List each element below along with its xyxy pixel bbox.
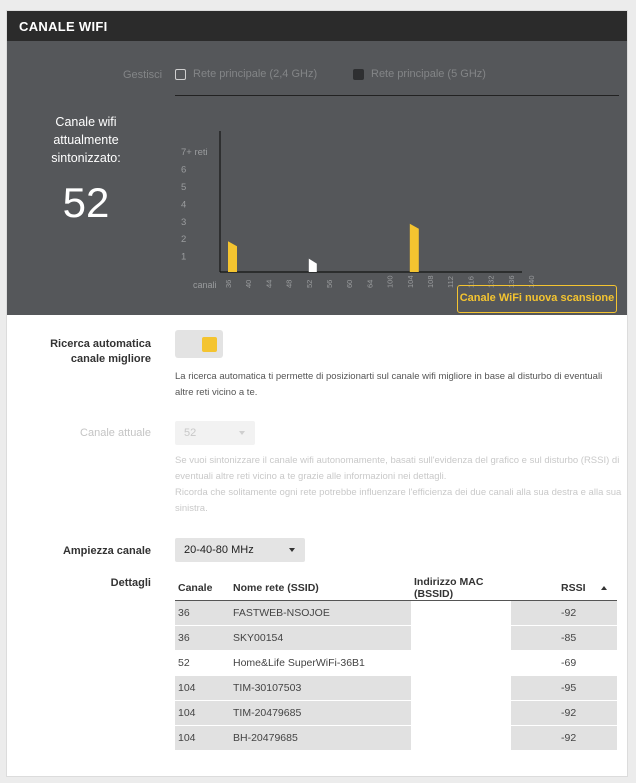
network-bar <box>228 241 237 272</box>
y-tick-label: 6 <box>181 164 187 176</box>
x-tick-label: 36 <box>224 279 233 288</box>
channel-description-1: Se vuoi sintonizzare il canale wifi autonomamente, basati sull'evidenza del grafico e sul disturbo (RSSI) di eventuali altre reti vicino a te grazie alle informazioni nei dettagli. <box>175 455 620 482</box>
x-tick-label: 52 <box>304 279 314 288</box>
x-tick-label: 40 <box>244 279 254 288</box>
table-row <box>175 726 617 751</box>
current-channel-bar <box>309 259 317 272</box>
column-header-rssi[interactable] <box>511 576 617 601</box>
cell-bssid <box>411 601 511 626</box>
x-tick-label: 112 <box>446 276 456 288</box>
x-axis-label: canali <box>193 280 217 290</box>
manage-label: Gestisci <box>123 69 163 81</box>
band-24-option[interactable] <box>175 68 317 80</box>
x-tick-label: 64 <box>365 279 375 288</box>
toggle-knob <box>202 337 217 352</box>
cell-channel: 52 <box>175 651 230 676</box>
card-title: CANALE WIFI <box>19 19 108 34</box>
band-24-checkbox[interactable] <box>175 69 186 80</box>
channel-width-label: Ampiezza canale <box>62 545 151 557</box>
cell-rssi: -92 <box>511 601 617 626</box>
current-channel-value: 52 <box>62 179 110 226</box>
auto-search-description: La ricerca automatica ti permette di posizionarti sul canale wifi migliore in base al disturbo di eventuali altre reti vicino a te. <box>175 371 603 398</box>
y-tick-label: 3 <box>181 216 187 228</box>
y-tick-label: 1 <box>181 251 187 263</box>
card-header <box>7 11 627 41</box>
cell-bssid <box>411 676 511 701</box>
rssi-header-label: RSSI <box>561 582 586 594</box>
divider <box>175 95 619 96</box>
auto-search-toggle[interactable] <box>175 330 223 358</box>
x-tick-label: 100 <box>385 275 395 288</box>
table-row <box>175 601 617 626</box>
channel-chart-svg <box>167 121 536 290</box>
y-tick-label: 7+ reti <box>181 147 208 159</box>
cell-ssid: FASTWEB-NSOJOE <box>230 601 411 626</box>
chevron-down-icon <box>239 431 245 435</box>
wifi-channel-card <box>6 10 628 777</box>
table-row <box>175 676 617 701</box>
y-tick-label: 2 <box>181 234 187 246</box>
x-tick-label: 132 <box>486 275 496 288</box>
table-row <box>175 626 617 651</box>
channel-description-2: Ricorda che solitamente ogni rete potrebbe influenzare l'efficienza dei due canali alla sua destra e alla sua sinistra. <box>175 487 622 514</box>
current-channel-field-label: Canale attuale <box>80 427 151 439</box>
x-tick-label: 56 <box>325 279 334 288</box>
networks-table <box>175 576 617 751</box>
new-scan-button[interactable]: Canale WiFi nuova scansione <box>457 285 617 313</box>
network-bar <box>410 224 419 272</box>
cell-channel: 36 <box>175 601 230 626</box>
band-24-label: Rete principale (2,4 GHz) <box>193 68 318 80</box>
cell-channel: 36 <box>175 626 230 651</box>
table-row <box>175 651 617 676</box>
band-5-checkbox[interactable] <box>353 69 364 80</box>
cell-ssid: SKY00154 <box>230 626 411 651</box>
cell-ssid: TIM-30107503 <box>230 676 411 701</box>
band-5-option[interactable] <box>353 68 486 80</box>
cell-bssid <box>411 726 511 751</box>
cell-rssi: -95 <box>511 676 617 701</box>
cell-rssi: -69 <box>511 651 617 676</box>
cell-bssid <box>411 626 511 651</box>
cell-channel: 104 <box>175 676 230 701</box>
x-tick-label: 104 <box>405 275 415 288</box>
x-tick-label: 116 <box>466 276 476 288</box>
column-header-channel[interactable]: Canale <box>175 576 230 601</box>
channel-panel <box>7 41 627 315</box>
y-tick-label: 4 <box>181 199 187 211</box>
channel-select-value: 52 <box>184 427 197 439</box>
y-tick-label: 5 <box>181 182 187 193</box>
cell-rssi: -92 <box>511 701 617 726</box>
cell-bssid <box>411 701 511 726</box>
x-tick-label: 60 <box>345 279 355 288</box>
cell-ssid: Home&Life SuperWiFi-36B1 <box>230 651 411 676</box>
channel-chart <box>167 121 536 290</box>
chevron-down-icon <box>289 548 295 552</box>
x-tick-label: 44 <box>264 279 274 288</box>
channel-width-value: 20-40-80 MHz <box>184 544 254 556</box>
cell-rssi: -85 <box>511 626 617 651</box>
details-label: Dettagli <box>110 577 151 589</box>
cell-channel: 104 <box>175 701 230 726</box>
cell-rssi: -92 <box>511 726 617 751</box>
x-tick-label: 136 <box>506 275 516 288</box>
x-tick-label: 108 <box>426 275 435 288</box>
cell-ssid: BH-20479685 <box>230 726 411 751</box>
column-header-bssid[interactable]: Indirizzo MAC (BSSID) <box>411 576 511 601</box>
table-header-row <box>175 576 617 601</box>
table-row <box>175 701 617 726</box>
channel-select[interactable] <box>175 421 255 445</box>
cell-bssid <box>411 651 511 676</box>
x-tick-label: 140 <box>527 275 536 288</box>
cell-ssid: TIM-20479685 <box>230 701 411 726</box>
x-tick-label: 48 <box>284 279 294 288</box>
current-channel-label: Canale wifi attualmente sintonizzato: <box>51 115 121 165</box>
sort-ascending-icon[interactable] <box>601 586 607 590</box>
auto-search-label: Ricerca automatica canale migliore <box>50 338 151 365</box>
band-5-label: Rete principale (5 GHz) <box>371 68 486 80</box>
column-header-ssid[interactable]: Nome rete (SSID) <box>230 576 411 601</box>
cell-channel: 104 <box>175 726 230 751</box>
channel-width-select[interactable] <box>175 538 305 562</box>
